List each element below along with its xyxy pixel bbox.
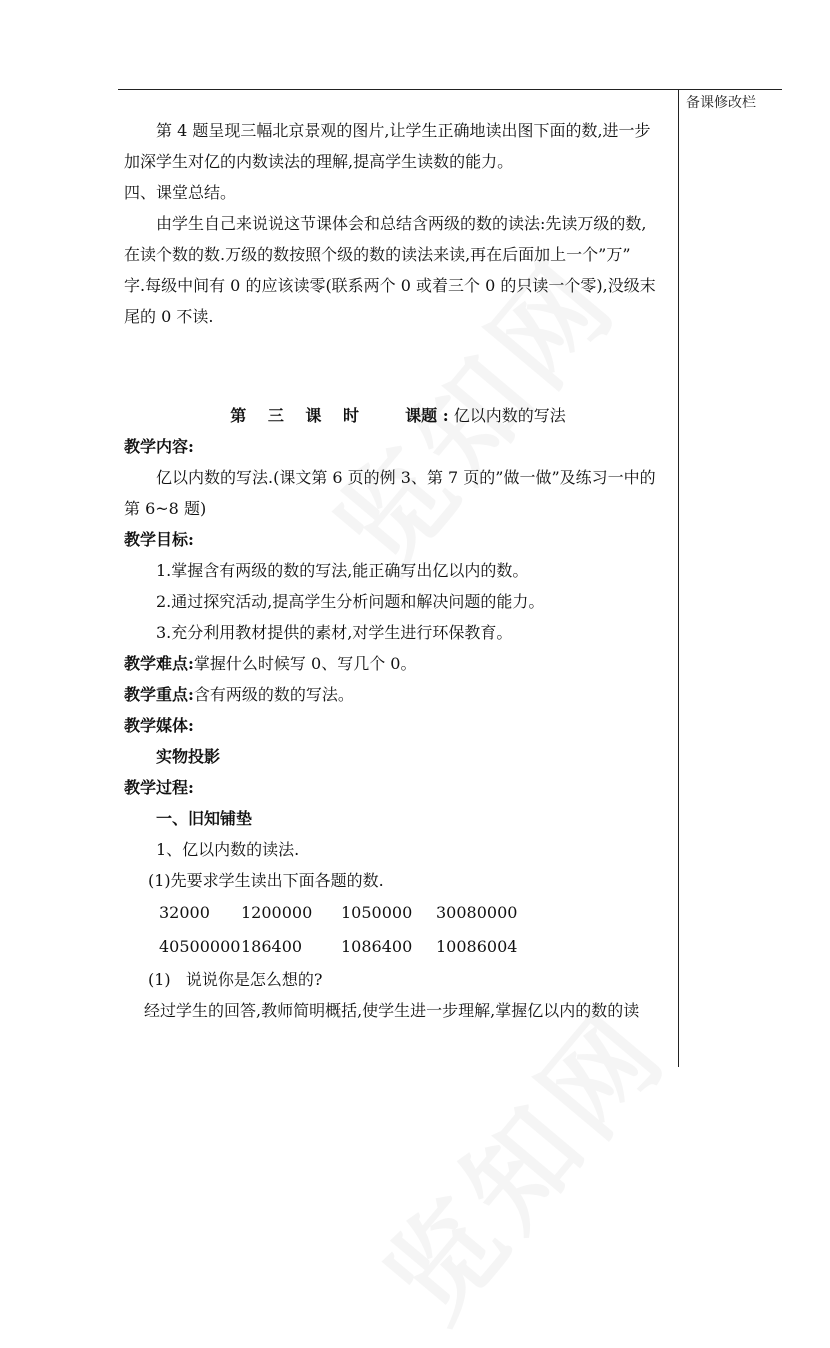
key-point-line (124, 679, 672, 710)
numbers-row-2 (124, 930, 672, 964)
watermark-bottom (344, 970, 696, 1347)
process-step1: 一、旧知铺垫 (156, 809, 253, 828)
lesson-heading (124, 400, 672, 431)
content-line1: 亿以内数的写法.(课文第 6 页的例 3、第 7 页的”做一做”及练习一中的 (156, 468, 656, 487)
document-body (124, 115, 672, 1026)
para2-line3: 字.每级中间有 0 的应该读零(联系两个 0 或着三个 0 的只读一个零),没级末 (124, 276, 656, 295)
topic-label: 课题 : (405, 406, 449, 425)
difficulty-line (124, 648, 672, 679)
key-point-label: 教学重点: (124, 685, 194, 704)
para1-line2: 加深学生对亿的内数读法的理解,提高学生读数的能力。 (124, 152, 514, 171)
goals-heading: 教学目标: (124, 530, 194, 549)
number-cell: 186400 (241, 937, 303, 956)
key-point-text: 含有两级的数的写法。 (193, 685, 354, 704)
number-cell: 1200000 (241, 903, 313, 922)
side-column-label: 备课修改栏 (686, 95, 756, 111)
difficulty-label: 教学难点: (124, 654, 194, 673)
top-rule (118, 89, 782, 90)
process-item4: 经过学生的回答,教师简明概括,使学生进一步理解,掌握亿以内的数的读 (144, 1001, 640, 1020)
number-cell: 32000 (159, 903, 210, 922)
process-item1: 1、亿以内数的读法. (156, 840, 300, 859)
lesson-label: 第 三 课 时 (230, 406, 367, 425)
content-heading: 教学内容: (124, 437, 194, 456)
number-cell: 30080000 (436, 903, 518, 922)
media-item: 实物投影 (156, 747, 221, 766)
goal-item: 3.充分利用教材提供的素材,对学生进行环保教育。 (156, 623, 513, 642)
content-line2: 第 6~8 题) (124, 499, 207, 518)
goal-item: 1.掌握含有两级的数的写法,能正确写出亿以内的数。 (156, 561, 529, 580)
process-item3: (1) 说说你是怎么想的? (148, 970, 323, 989)
number-cell: 10086004 (436, 937, 518, 956)
goal-item: 2.通过探究活动,提高学生分析问题和解决问题的能力。 (156, 592, 545, 611)
para2-line2: 在读个数的数.万级的数按照个级的数的读法来读,再在后面加上一个”万” (124, 245, 631, 264)
number-cell: 1050000 (341, 903, 413, 922)
process-heading: 教学过程: (124, 778, 194, 797)
number-cell: 1086400 (341, 937, 413, 956)
media-heading: 教学媒体: (124, 716, 194, 735)
para1-line1: 第 4 题呈现三幅北京景观的图片,让学生正确地读出图下面的数,进一步 (156, 121, 651, 140)
difficulty-text: 掌握什么时候写 0、写几个 0。 (193, 654, 417, 673)
para2-line1: 由学生自己来说说这节课体会和总结含两级的数的读法:先读万级的数, (156, 214, 647, 233)
numbers-row-1 (124, 896, 672, 930)
number-cell: 40500000 (159, 937, 241, 956)
para2-line4: 尾的 0 不读. (124, 307, 214, 326)
topic-title: 亿以内数的写法 (453, 406, 566, 425)
process-item2: (1)先要求学生读出下面各题的数. (148, 871, 384, 890)
section4-title: 四、课堂总结。 (124, 183, 237, 202)
column-divider (678, 89, 679, 1067)
